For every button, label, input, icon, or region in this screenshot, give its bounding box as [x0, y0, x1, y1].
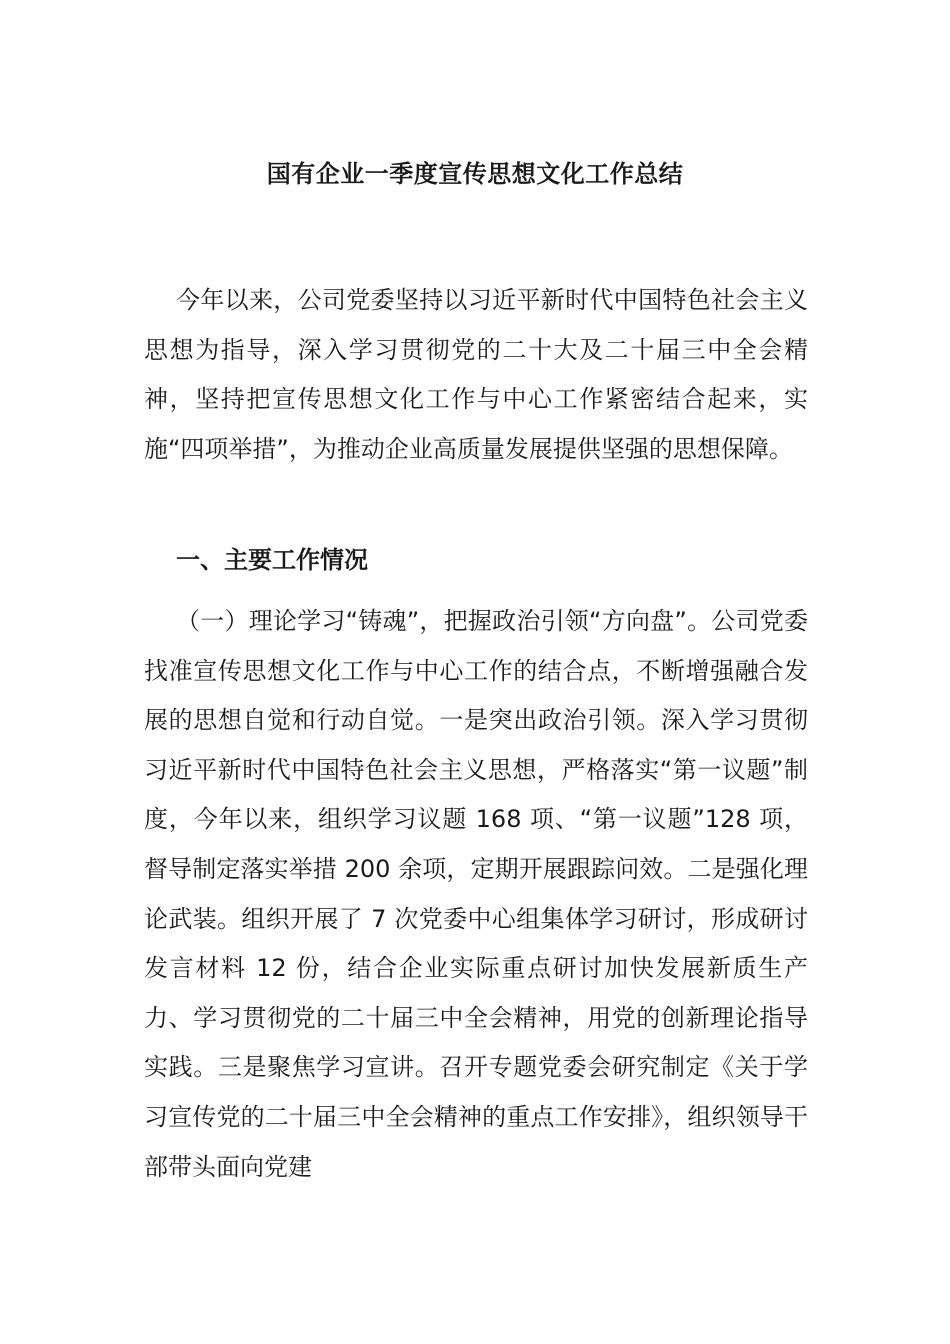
- intro-paragraph: 今年以来，公司党委坚持以习近平新时代中国特色社会主义思想为指导，深入学习贯彻党的二十大及二十届三中全会精神，坚持把宣传思想文化工作与中心工作紧密结合起来，实施“四项举措”，为推动企业高质量发展提供坚强的思想保障。: [144, 286, 808, 463]
- document-title: 国有企业一季度宣传思想文化工作总结: [266, 160, 684, 188]
- body-paragraph: （一）理论学习“铸魂”，把握政治引领“方向盘”。公司党委找准宣传思想文化工作与中心工作的结合点，不断增强融合发展的思想自觉和行动自觉。一是突出政治引领。深入学习贯彻习近平新时代中国特色社会主义思想，严格落实“第一议题”制度，今年以来，组织学习议题 168 项、“第一议题”128 项，督导制定落实举措 200 余项，定期开展跟踪问效。二是强化理论武装。组织开展了 7 次党委中心组集体学习研讨，形成研讨发言材料 12 份，结合企业实际重点研讨加快发展新质生产力、学习贯彻党的二十届三中全会精神，用党的创新理论指导实践。三是聚焦学习宣讲。召开专题党委会研究制定《关于学习宣传党的二十届三中全会精神的重点工作安排》，组织领导干部带头面向党建: [144, 607, 808, 1181]
- section-heading: 一、主要工作情况: [176, 546, 368, 574]
